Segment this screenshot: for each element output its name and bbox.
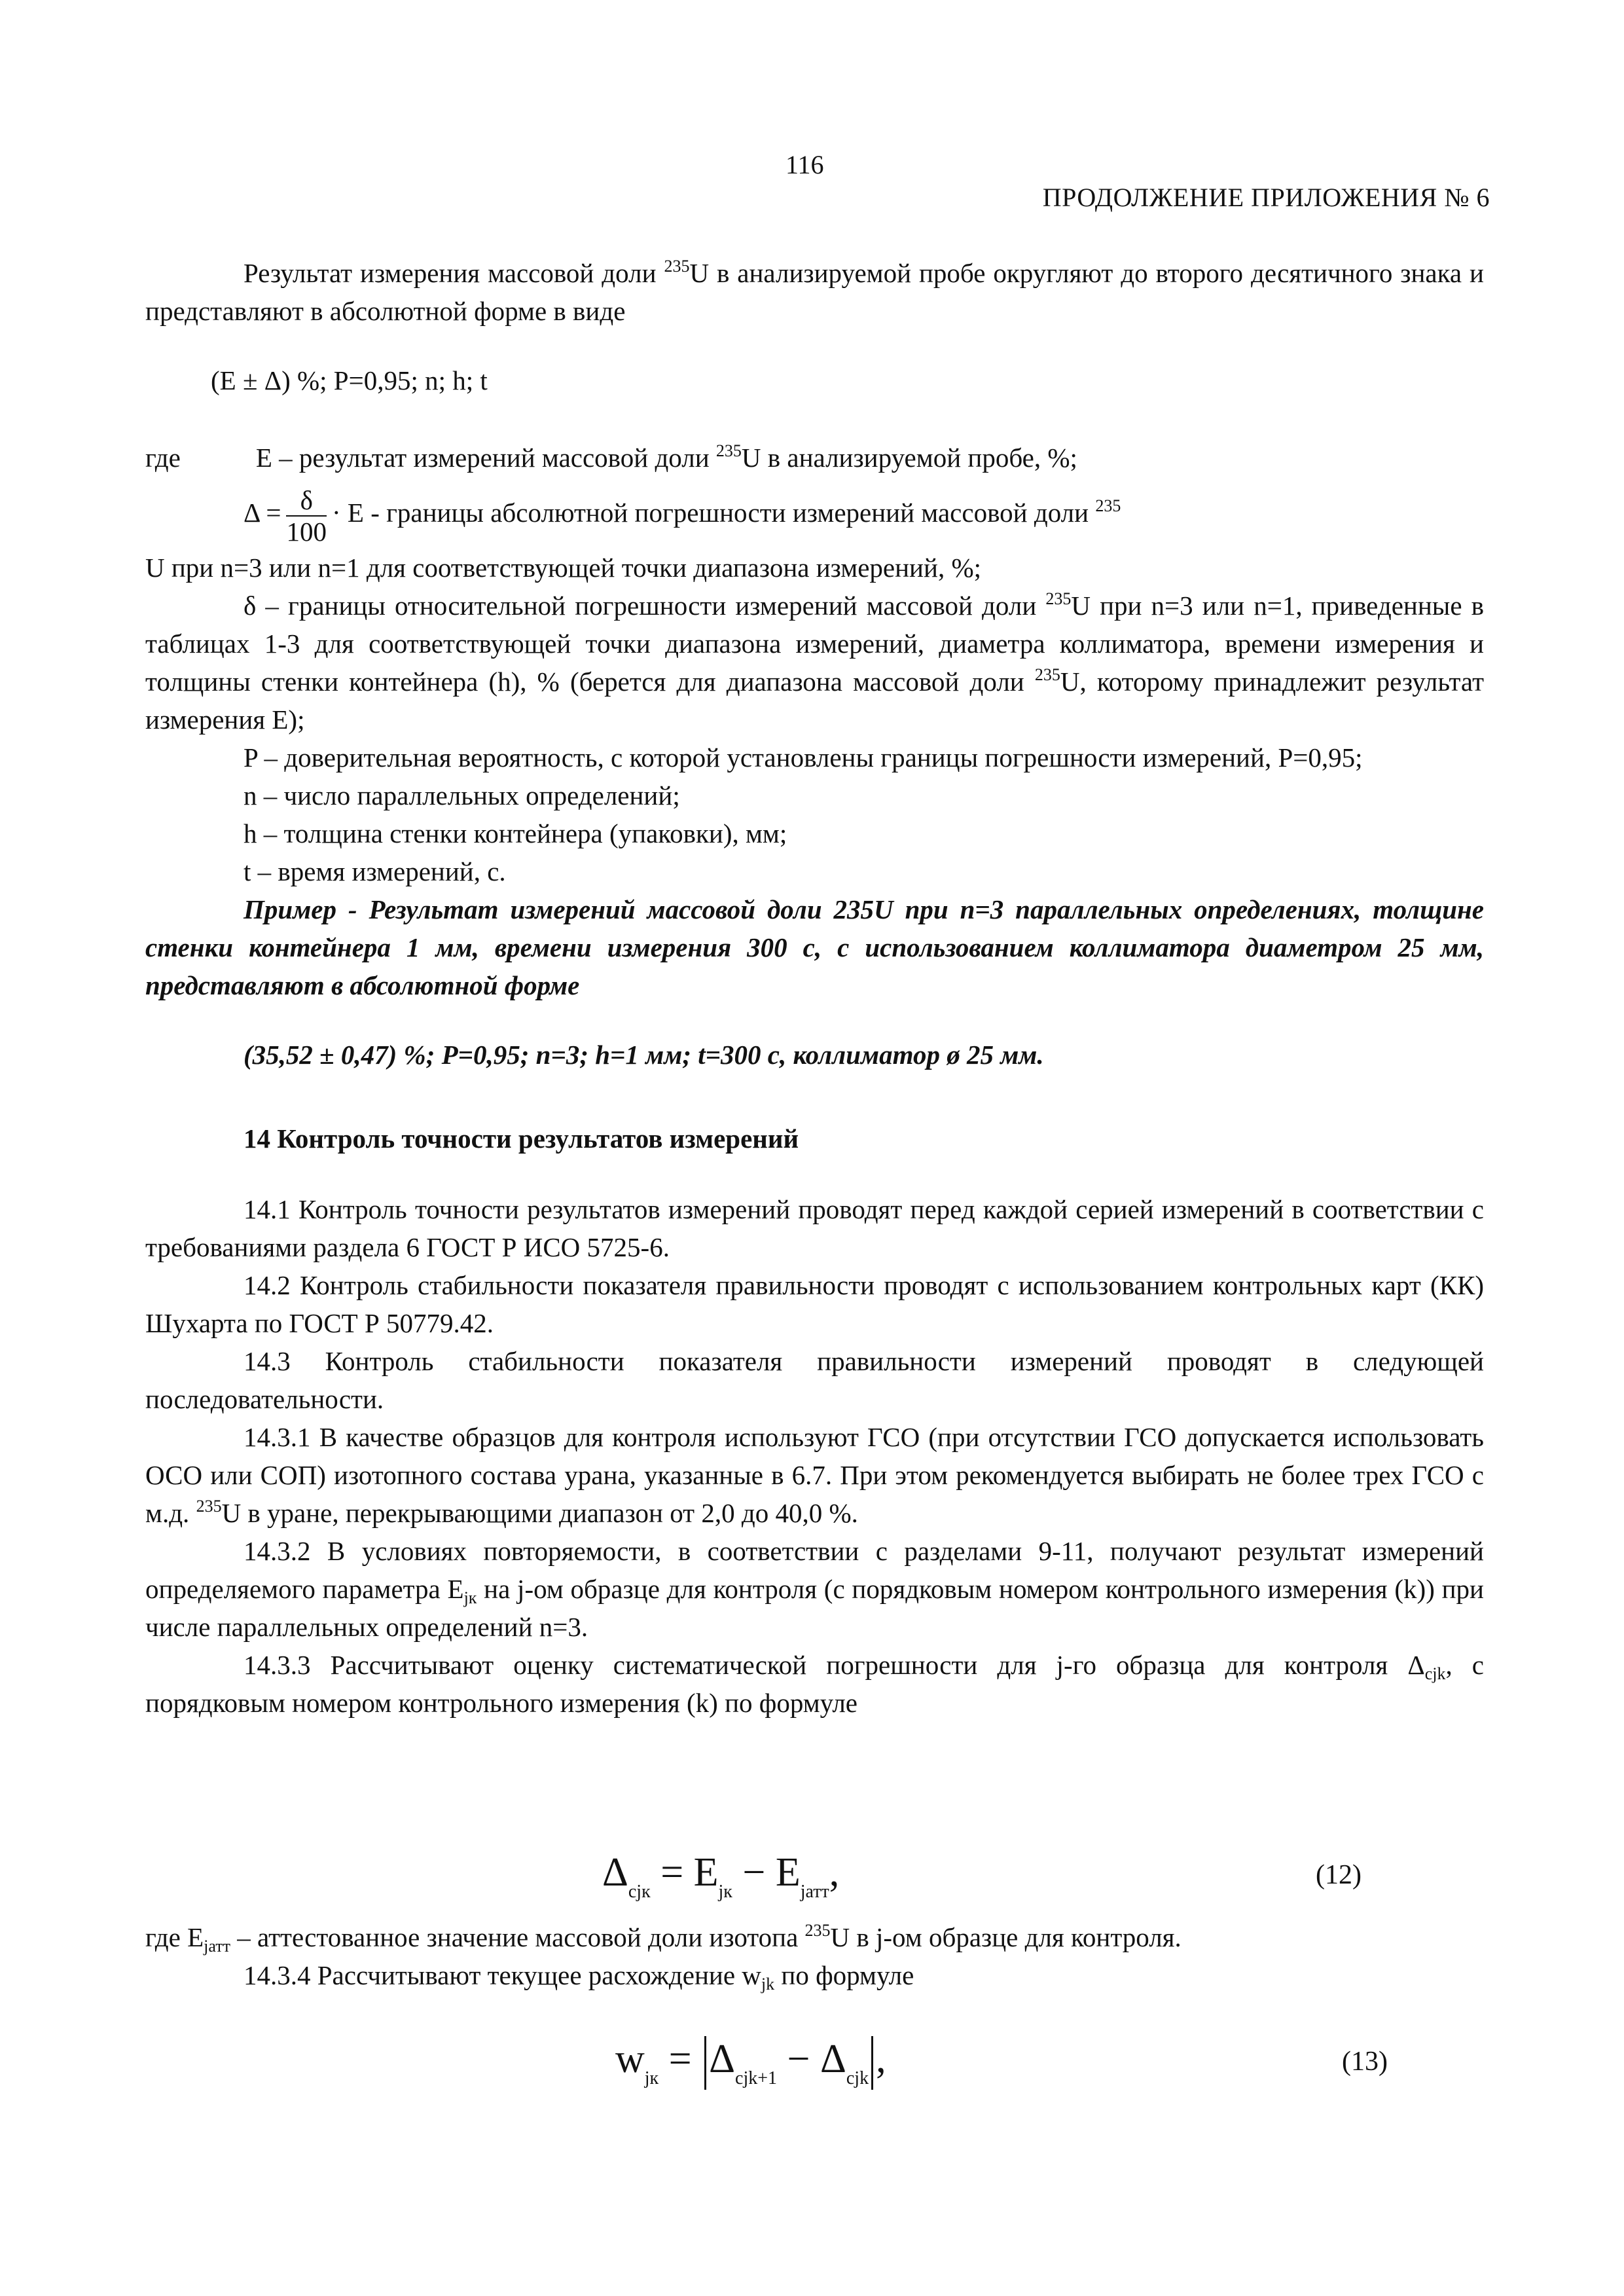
page-number: 116 (785, 150, 824, 179)
def-t: t – время измерений, с. (244, 856, 506, 886)
f13-sub2: cjk+1 (735, 2068, 778, 2089)
intro-text-a: Результат измерения массовой доли (244, 258, 664, 288)
para-14-3-4-text-a: 14.3.4 Рассчитывают текущее расхождение w (244, 1960, 761, 1990)
abs-bar-left (704, 2036, 706, 2090)
def-e-text-a: E – результат измерений массовой доли (255, 443, 716, 473)
formula-12 (602, 1850, 839, 1903)
para-14-3-2-text-a: 14.3.2 В условиях повторяемости, в соответствии с разделами 9-11, получают результат измерений определяемого параметра E (145, 1536, 1484, 1604)
isotope-sup: 235 (1034, 665, 1060, 684)
where-ejatt (145, 1918, 1484, 1994)
where-label: где (145, 443, 181, 473)
f13-sub1: jк (644, 2068, 659, 2089)
para-14-3-3-sub: cjk (1424, 1664, 1446, 1683)
para-14-3-3 (145, 1646, 1484, 1722)
def-h: h – толщина стенки контейнера (упаковки), мм; (244, 818, 787, 848)
para-14-3: 14.3 Контроль стабильности показателя правильности измерений проводят в следующей последовательности. (145, 1346, 1484, 1414)
f12-sub1: cjк (628, 1882, 651, 1902)
def-e-text-b: U в анализируемой пробе, %; (741, 443, 1077, 473)
definitions-block (145, 439, 1484, 477)
isotope-sup: 235 (664, 257, 690, 276)
f13-delta1: Δ (709, 2037, 736, 2082)
delta-fraction (286, 485, 327, 547)
f13-end: , (876, 2037, 886, 2082)
f12-mid: = E (650, 1850, 719, 1895)
def-delta (145, 483, 1484, 547)
def-delta-text-b: U при n=3 или n=1 для соответствующей точки диапазона измерений, %; (145, 553, 981, 583)
intro-paragraph (145, 254, 1484, 330)
f12-end: , (829, 1850, 840, 1895)
para-14-3-2-sub: jк (463, 1588, 477, 1607)
def-rel-text-a: δ – границы относительной погрешности измерений массовой доли (244, 591, 1046, 621)
intro-text-b: U в анализируемой пробе округляют до второго десятичного знака и представляют в абсолютной форме в виде (145, 258, 1484, 326)
delta-denominator: 100 (286, 516, 327, 547)
para-14-3-1 (145, 1418, 1484, 1532)
example-result: (35,52 ± 0,47) %; P=0,95; n=3; h=1 мм; t=300 с, коллиматор ø 25 мм. (244, 1040, 1044, 1070)
f12-sub3: jатт (800, 1882, 829, 1902)
para-14-3-4-sub: jk (761, 1975, 775, 1994)
section-14-title: 14 Контроль точности результатов измерений (244, 1123, 799, 1154)
f13-w: w (615, 2037, 645, 2082)
where2-sub: jатт (204, 1937, 230, 1956)
para-14-3-2-text-b: на j-ом образце для контроля (с порядковым номером контрольного измерения (k)) при числе параллельных определений n=3. (145, 1574, 1484, 1642)
para-14-3-3-text-a: 14.3.3 Рассчитывают оценку систематической погрешности для j-го образца для контроля Δ (244, 1650, 1425, 1680)
para-14-3-3-text-b: , с порядковым номером контрольного измерения (k) по формуле (145, 1650, 1484, 1718)
formula-13 (615, 2036, 886, 2090)
delta-e: · E (331, 498, 364, 528)
f12-sub2: jк (718, 1882, 732, 1902)
example-text: Пример - Результат измерений массовой доли 235U при n=3 параллельных определениях, толщине стенки контейнера 1 мм, времени измерения 300 с, с использованием коллиматора диаметром 25 мм, представляют в абсолютной форме (145, 894, 1484, 1000)
f12-minus: − E (732, 1850, 801, 1895)
where2-text-b: – аттестованное значение массовой доли изотопа (230, 1922, 805, 1952)
isotope-sup: 235 (715, 441, 742, 460)
para-14-3-1-text-a: 14.3.1 В качестве образцов для контроля используют ГСО (при отсутствии ГСО допускается использовать ОСО или СОП) изотопного состава урана, указанные в 6.7. При этом рекомендуется выбирать не более трех ГСО с м.д. (145, 1422, 1484, 1528)
eq-number-12: (12) (1316, 1860, 1362, 1890)
result-format-text: (E ± Δ) %; P=0,95; n; h; t (211, 365, 488, 395)
result-format-formula (211, 361, 488, 399)
para-14-1: 14.1 Контроль точности результатов измерений проводят перед каждой серией измерений в соответствии с требованиями раздела 6 ГОСТ Р ИСО 5725-6. (145, 1194, 1484, 1262)
f13-eq: = (659, 2037, 702, 2082)
eq-number-13: (13) (1342, 2047, 1388, 2077)
def-delta-text-a: - границы абсолютной погрешности измерений массовой доли (363, 498, 1096, 528)
para-14-3-1-text-b: U в уране, перекрывающими диапазон от 2,0 до 40,0 %. (221, 1498, 858, 1528)
where2-text-a: где E (145, 1922, 204, 1952)
def-delta-cont (145, 549, 1484, 1722)
def-p: P – доверительная вероятность, с которой установлены границы погрешности измерений, P=0,95; (244, 742, 1363, 773)
def-rel-text-c: U, которому принадлежит результат измерения E); (145, 666, 1484, 735)
where2-text-c: U в j-ом образце для контроля. (830, 1922, 1182, 1952)
delta-numerator: δ (286, 485, 327, 517)
delta-lhs: Δ = (244, 498, 281, 528)
f13-sub3: cjk (846, 2068, 869, 2089)
f12-delta: Δ (602, 1850, 628, 1895)
def-n: n – число параллельных определений; (244, 780, 680, 811)
abs-bar-right (871, 2036, 873, 2090)
para-14-3-2 (145, 1532, 1484, 1646)
para-14-3-4-text-b: по формуле (774, 1960, 914, 1990)
def-e (145, 439, 1484, 477)
isotope-sup: 235 (1045, 589, 1072, 608)
isotope-sup: 235 (804, 1921, 831, 1940)
para-14-2: 14.2 Контроль стабильности показателя правильности проводят с использованием контрольных карт (КК) Шухарта по ГОСТ Р 50779.42. (145, 1270, 1484, 1338)
isotope-sup: 235 (1095, 496, 1121, 515)
appendix-header: ПРОДОЛЖЕНИЕ ПРИЛОЖЕНИЯ № 6 (1042, 183, 1490, 212)
isotope-sup: 235 (196, 1497, 222, 1516)
def-rel-text-b: U при n=3 или n=1, приведенные в таблицах 1-3 для соответствующей точки диапазона измерений, диаметра коллиматора, времени измерения и толщины стенки контейнера (h), % (берется для диапазона массовой доли (145, 591, 1484, 697)
f13-minus: − Δ (777, 2037, 846, 2082)
